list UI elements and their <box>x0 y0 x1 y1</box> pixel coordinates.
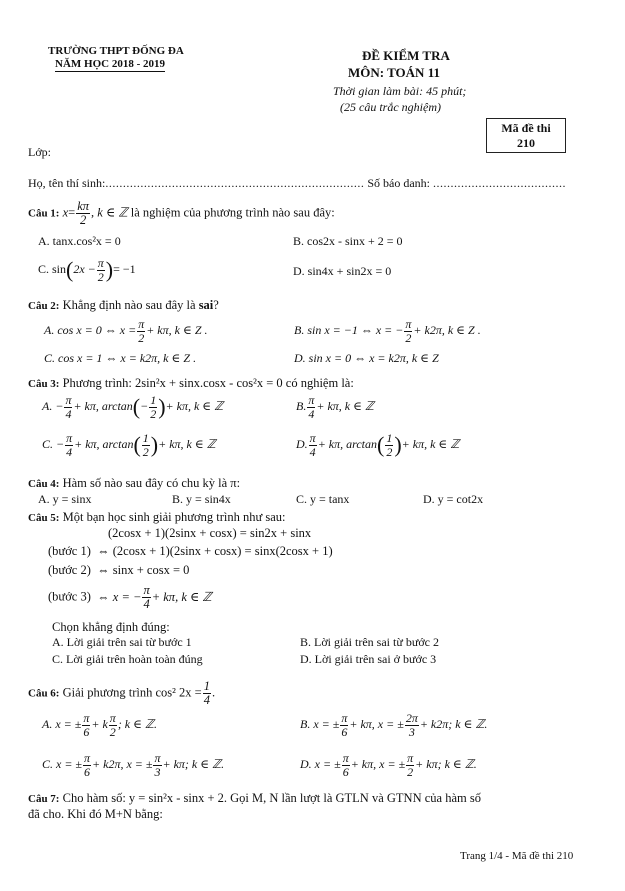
question-text: Khẳng định nào sau đây là <box>62 298 196 312</box>
question-4 <box>28 476 240 491</box>
q5-option-c: C. Lời giải trên hoàn toàn đúng <box>52 652 203 666</box>
question-label: Câu 5: <box>28 512 60 524</box>
exam-time: Thời gian làm bài: 45 phút; <box>333 84 467 98</box>
q1-option-a: A. tanx.cos²x = 0 <box>38 234 121 248</box>
question-2: Câu 2: Khẳng định nào sau đây là sai? <box>28 298 219 312</box>
q3-option-c: C. − $\frac{\pi}{4}$ + kπ, arctan( $\frac{1}{2}$ )+ kπ, k ∈ ℤ <box>42 431 216 459</box>
q1-option-d: D. sin4x + sin2x = 0 <box>293 264 392 278</box>
question-5 <box>28 510 286 525</box>
student-name-dots: .......................................................................... <box>105 176 365 190</box>
sbd-label: Số báo danh: <box>367 176 431 190</box>
sbd-dots: ...................................... <box>433 176 567 190</box>
q5-option-d: D. Lời giải trên sai ở bước 3 <box>300 652 437 666</box>
q2-option-a: A. cos x = 0 ⇔ x = $\frac{\pi}{2}$ + kπ, k ∈ Z . <box>44 317 208 345</box>
q5-option-a: A. Lời giải trên sai từ bước 1 <box>52 635 192 649</box>
q3-option-b: B. $\frac{\pi}{4}$ + kπ, k ∈ ℤ <box>296 393 374 421</box>
q6-option-a: A. x = ± $\frac{\pi}{6}$ + k $\frac{\pi}{2}$ ; k ∈ ℤ. <box>42 711 157 739</box>
q5-step-3: (bước 3) ⇔ x = − $\frac{\pi}{4}$ + kπ, k ∈ ℤ <box>48 583 212 612</box>
question-text: Hàm số nào sau đây có chu kỳ là π: <box>62 476 241 490</box>
q4-option-a: A. y = sinx <box>38 492 92 506</box>
q2-option-d: D. sin x = 0 ⇔ x = k2π, k ∈ Z <box>294 351 439 365</box>
q6-option-d: D. x = ± $\frac{\pi}{6}$ + kπ, x = ± $\frac{\pi}{2}$ + kπ; k ∈ ℤ. <box>300 751 477 779</box>
q6-option-b: B. x = ± $\frac{\pi}{6}$ + kπ, x = ± $\frac{2\pi}{3}$ + k2π; k ∈ ℤ. <box>300 711 488 739</box>
q4-option-b: B. y = sin4x <box>172 492 231 506</box>
exam-subject: MÔN: TOÁN 11 <box>348 65 440 80</box>
question-label: Câu 3: <box>28 378 60 390</box>
exam-code-label: Mã đề thi <box>501 121 551 135</box>
exam-code-value: 210 <box>517 136 535 150</box>
q5-step-2: (bước 2) ⇔ sinx + cosx = 0 <box>48 563 190 577</box>
emphasis-text: sai <box>198 298 214 312</box>
question-1 <box>28 200 335 227</box>
q5-option-b: B. Lời giải trên sai từ bước 2 <box>300 635 440 649</box>
math-text: , k ∈ ℤ <box>91 205 128 220</box>
question-label: Câu 6: <box>28 687 60 700</box>
student-name-line <box>28 176 566 191</box>
q4-option-d: D. y = cot2x <box>423 492 484 506</box>
exam-code-box <box>486 118 566 153</box>
class-label: Lớp: <box>28 145 52 159</box>
question-label: Câu 7: <box>28 793 60 805</box>
q1-option-b: B. cos2x - sinx + 2 = 0 <box>293 234 403 248</box>
math-text: x <box>62 205 69 220</box>
q5-choose: Chọn khẳng định đúng: <box>52 620 170 634</box>
question-text: Phương trình: 2sin²x + sinx.cosx - cos²x = 0 có nghiệm là: <box>62 376 354 390</box>
school-name: TRƯỜNG THPT ĐỐNG ĐA <box>48 45 184 57</box>
q6-option-c: C. x = ± $\frac{\pi}{6}$ + k2π, x = ± $\frac{\pi}{3}$ + kπ; k ∈ ℤ. <box>42 751 225 779</box>
question-text: Một bạn học sinh giải phương trình như sau: <box>62 510 286 524</box>
question-text: Giải phương trình <box>62 685 153 700</box>
exam-title: ĐỀ KIỂM TRA <box>362 48 450 63</box>
q2-option-c: C. cos x = 1 ⇔ x = k2π, k ∈ Z . <box>44 351 197 365</box>
question-text: là nghiệm của phương trình nào sau đây: <box>130 205 335 220</box>
fraction: $\frac{k\pi}{2}$ <box>77 199 90 228</box>
school-year: NĂM HỌC 2018 - 2019 <box>55 58 165 70</box>
question-label: Câu 4: <box>28 478 60 490</box>
question-3 <box>28 376 354 391</box>
q3-option-a: A. − $\frac{\pi}{4}$ + kπ, arctan(− $\frac{1}{2}$ )+ kπ, k ∈ ℤ <box>42 393 224 421</box>
question-6: Câu 6: Giải phương trình cos² 2x = $\frac{1}{4}$ . <box>28 679 216 708</box>
question-label: Câu 2: <box>28 300 60 312</box>
q1-option-c: C. sin(2x − $\frac{\pi}{2}$ )= −1 <box>38 256 136 284</box>
math-text: = <box>68 205 76 220</box>
question-7-line-2: đã cho. Khi đó M+N bằng: <box>28 807 163 821</box>
exam-question-count: (25 câu trắc nghiệm) <box>340 100 441 114</box>
question-text: Cho hàm số: y = sin²x - sinx + 2. Gọi M, N lần lượt là GTLN và GTNN của hàm số <box>62 791 481 805</box>
q3-option-d: D. $\frac{\pi}{4}$ + kπ, arctan( $\frac{1}{2}$ )+ kπ, k ∈ ℤ <box>296 431 460 459</box>
question-label: Câu 1: <box>28 207 60 220</box>
q5-step-1: (bước 1) ⇔ (2cosx + 1)(2sinx + cosx) = sinx(2cosx + 1) <box>48 544 333 558</box>
student-name-label: Họ, tên thí sinh: <box>28 176 106 190</box>
page-footer: Trang 1/4 - Mã đề thi 210 <box>460 850 574 862</box>
question-7 <box>28 791 481 806</box>
q5-equation: (2cosx + 1)(2sinx + cosx) = sin2x + sinx <box>108 526 312 540</box>
q4-option-c: C. y = tanx <box>296 492 350 506</box>
q2-option-b: B. sin x = −1 ⇔ x = − $\frac{\pi}{2}$ + k2π, k ∈ Z . <box>294 317 481 345</box>
